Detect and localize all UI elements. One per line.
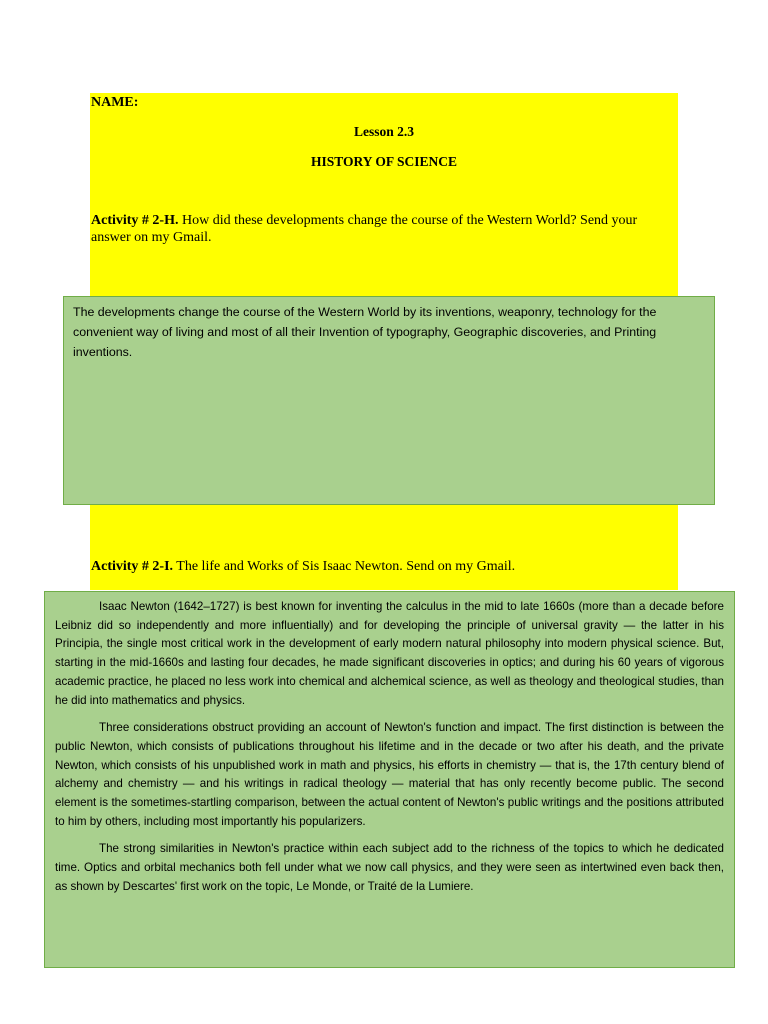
newton-paragraph-1: Isaac Newton (1642–1727) is best known for inventing the calculus in the mid to late 1660s (more than a decade before Leibniz did so independently and more influentially) and for developing the principle of universal gravity — the latter in his Principia, the single most critical work in the development of early modern natural philosophy into modern physical science. But, starting in the mid-1660s and lasting four decades, he made significant discoveries in optics; and during his 60 years of vigorous academic practice, he placed no less work into chemical and alchemical science, as well as theology and theological studies, than he did into mathematics and physics. bbox=[55, 600, 724, 707]
activity-i-prompt bbox=[91, 558, 671, 575]
activity-h-prompt bbox=[91, 212, 671, 246]
newton-paragraph-2: Three considerations obstruct providing an account of Newton's function and impact. The first distinction is between the public Newton, which consists of publications throughout his lifetime and in the decade or two after his death, and the private Newton, which consists of his unpublished work in math and physics, his efforts in chemistry — that is, the 17th century blend of alchemy and chemistry — and his writings in radical theology — material that has only recently become public. The second element is the sometimes-startling comparison, between the actual content of Newton's public writings and the positions attributed to him by others, including most importantly his popularizers. bbox=[55, 721, 724, 828]
activity-i-number: Activity # 2-I. bbox=[91, 559, 174, 574]
subject-title: HISTORY OF SCIENCE bbox=[310, 154, 458, 169]
activity-i-question: The life and Works of Sis Isaac Newton. Send on my Gmail. bbox=[173, 559, 516, 574]
lesson-title: Lesson 2.3 bbox=[353, 124, 414, 139]
activity-h-answer-text: The developments change the course of the Western World by its inventions, weaponry, technology for the convenient way of living and most of all their Invention of typography, Geographic discoveries, and Printing inventions. bbox=[73, 305, 657, 359]
activity-h-question: How did these developments change the course of the Western World? Send your answer on my Gmail. bbox=[91, 213, 638, 245]
activity-i-answer-box bbox=[44, 591, 735, 968]
newton-paragraph-3: The strong similarities in Newton's practice within each subject add to the richness of the topics to which he dedicated time. Optics and orbital mechanics both fell under what we now call physics, and they were seen as intertwined even back then, as shown by Descartes' first work on the topic, Le Monde, or Traité de la Lumiere. bbox=[55, 842, 724, 893]
name-label: NAME: bbox=[91, 95, 139, 110]
activity-h-answer-box bbox=[63, 296, 715, 505]
activity-h-number: Activity # 2-H. bbox=[91, 213, 179, 228]
